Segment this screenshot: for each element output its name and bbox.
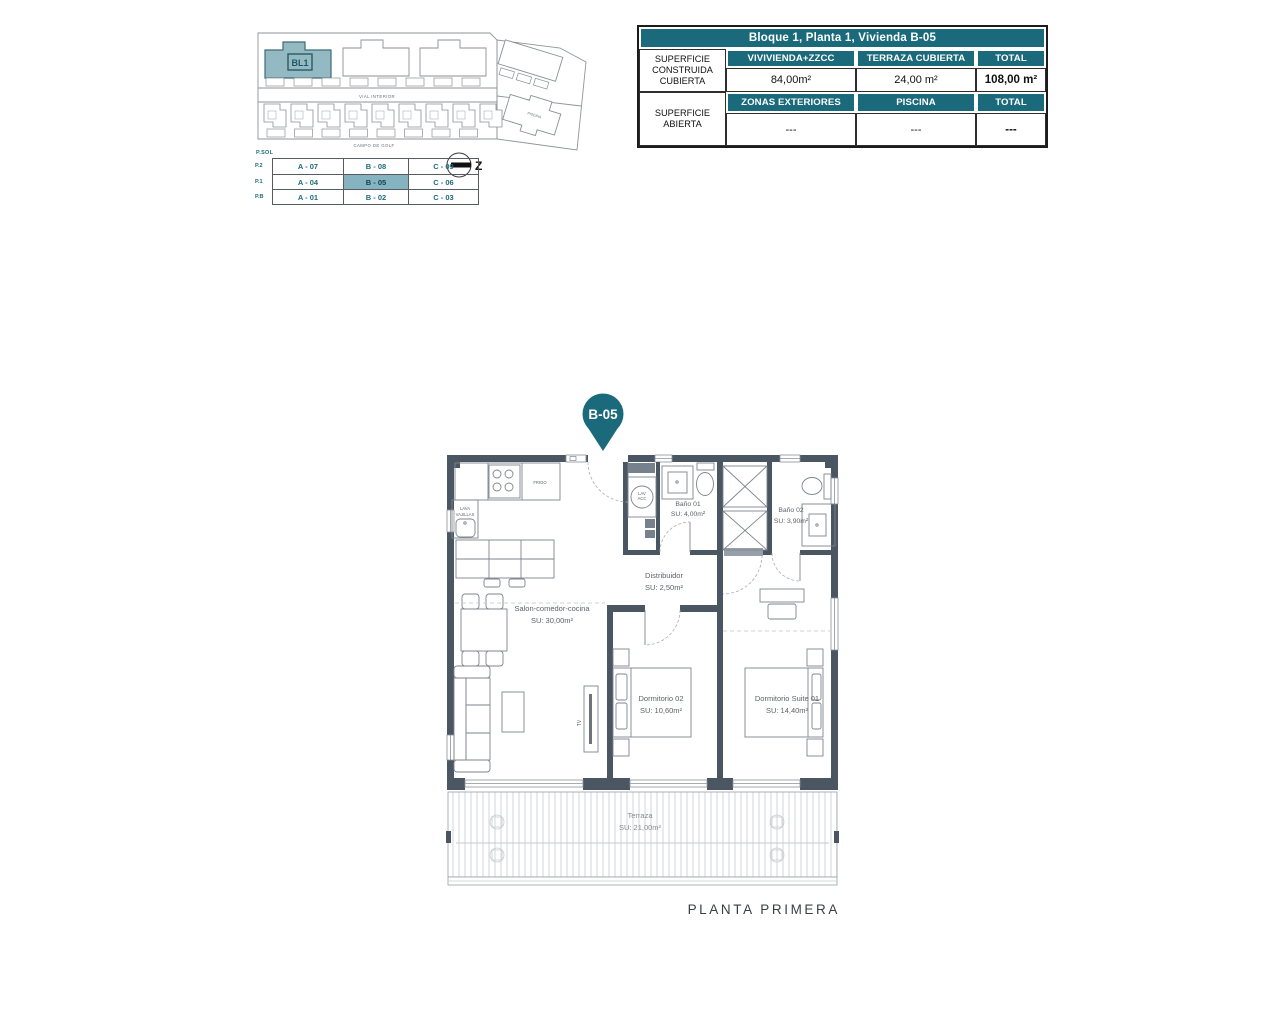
level-table [253,150,479,205]
golf-label: CAMPO DE GOLF [353,143,395,148]
parking-row-top [266,78,480,86]
col-vivienda-zzcc: VIVIVIENDA+ZZCC [726,49,856,68]
floor-plan [437,388,847,933]
col-total-2: TOTAL [976,92,1046,113]
kitchen-island [456,540,554,587]
summary-label-construida: SUPERFICIE CONSTRUIDA CUBIERTA [639,49,726,92]
summary-label-abierta: SUPERFICIE ABIERTA [639,92,726,146]
label-terraza-area: SU: 21,00m² [618,823,662,832]
level-row-label: P.2 [255,163,263,169]
val-piscina: --- [856,113,976,146]
site-plan [248,25,598,155]
toilet-icon [802,474,831,499]
summary-title: Bloque 1, Planta 1, Vivienda B-05 [639,27,1046,49]
laundry-label-2: ACC [637,496,647,501]
val-total-2: --- [976,113,1046,146]
townhouse-row [264,104,502,127]
sink-icon [456,519,475,537]
bottom-glazing [465,780,800,787]
val-vivienda-zzcc: 84,00m² [726,68,856,92]
surface-summary-table [637,25,1048,148]
label-salon-area: SU: 30,00m² [530,616,574,625]
kitchen [452,463,560,587]
block-bl1 [265,42,331,78]
block-3 [420,40,486,76]
level-row-label: P.B [255,194,264,200]
terrace [446,792,839,885]
label-bano01-area: SU: 4,00m² [670,511,706,518]
label-salon-name: Salon-comedor-cocina [514,604,590,613]
unit-cell: A - 01 [272,189,343,205]
val-zonas-exteriores: --- [726,113,856,146]
exterior-walls [447,455,838,790]
unit-cell: C - 03 [408,189,479,205]
unit-cell: C - 09 [408,158,479,174]
laundry-closet [628,463,656,538]
unit-cell: A - 07 [272,158,343,174]
road-label: VIAL INTERIOR [358,94,396,99]
laundry-label-1: LAV [638,491,646,496]
label-bano01-name: Baño 01 [675,501,701,508]
wing-building-piscina [501,90,563,141]
parking-row-bottom [267,129,478,137]
dishwasher-label-1: LAVA [459,506,471,511]
suite-desk [760,589,804,619]
block-bl1-label: BL1 [291,58,309,68]
tv-unit [577,686,598,752]
col-piscina: PISCINA [856,92,976,113]
label-distribuidor-area: SU: 2,50m² [645,583,683,592]
col-zonas-exteriores: ZONAS EXTERIORES [726,92,856,113]
sofa [454,666,490,772]
wardrobes [723,466,767,550]
label-bano02-name: Baño 02 [778,507,804,514]
fridge-label: FRIGO [533,480,547,485]
val-terraza-cubierta: 24,00 m² [856,68,976,92]
label-bano02-area: SU: 3,90m² [773,518,809,525]
label-terraza-name: Terraza [627,811,653,820]
road-vial-interior [258,88,497,102]
label-dormitorio02-name: Dormitorio 02 [638,694,684,703]
unit-cell: B - 02 [343,189,408,205]
dishwasher-label-2: VAJILLAS [455,512,475,517]
pin-label: B-05 [588,407,618,422]
col-terraza-cubierta: TERRAZA CUBIERTA [856,49,976,68]
label-suite-area: SU: 14,40m² [765,706,809,715]
unit-cell-highlighted-b05: B - 05 [343,174,408,190]
unit-cell: B - 08 [343,158,408,174]
col-total-1: TOTAL [976,49,1046,68]
label-dormitorio02-area: SU: 10,60m² [639,706,683,715]
bathroom-02 [802,474,835,546]
plan-caption: PLANTA PRIMERA [687,902,840,917]
level-row-label: P.1 [255,178,263,185]
pin-b05 [583,394,624,452]
toilet-icon [697,463,715,496]
dining-set [461,594,507,666]
hob-icon [489,465,520,498]
piscina-label: PISCINA [526,111,542,120]
suite-sliding-door [724,548,763,556]
north-label: Z [475,159,483,173]
tv-label: TV [577,719,583,727]
label-suite-name: Dormitorio Suite 01 [754,694,820,703]
level-table-header: P.SOL [256,150,274,156]
label-distribuidor-name: Distribuidor [645,571,683,580]
block-2 [343,40,409,76]
unit-cell: C - 06 [408,174,479,190]
coffee-table [502,692,524,732]
bathroom-01 [662,463,714,499]
val-total-1: 108,00 m² [976,68,1046,92]
unit-cell: A - 04 [272,174,343,190]
